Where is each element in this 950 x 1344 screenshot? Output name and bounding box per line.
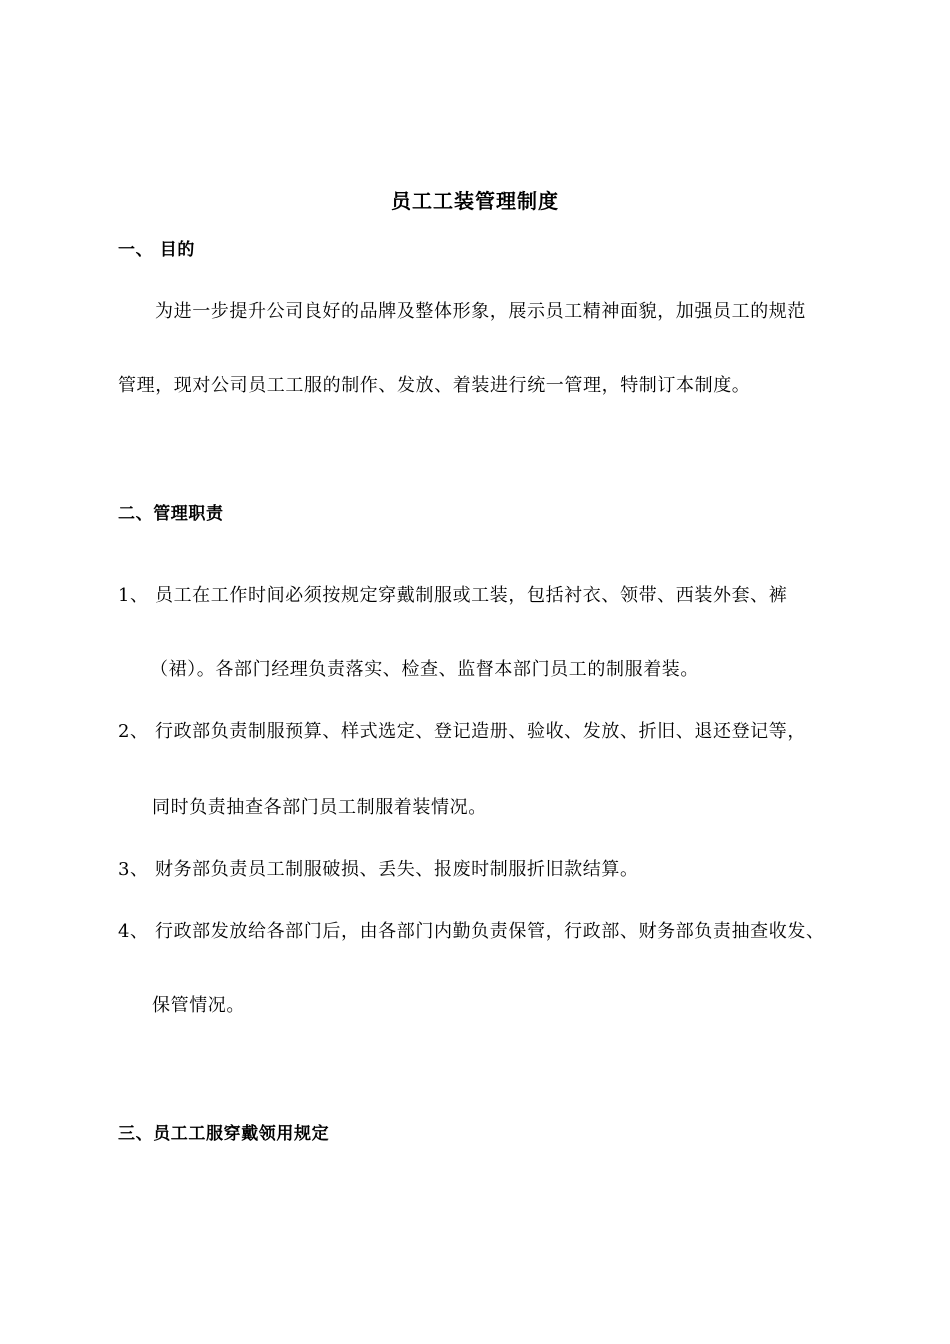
section-2-item-2-line-1: 2、 行政部负责制服预算、样式选定、登记造册、验收、发放、折旧、退还登记等， xyxy=(118,721,806,742)
section-2-item-4-line-2: 保管情况。 xyxy=(152,995,245,1016)
section-1-paragraph-line-2: 管理，现对公司员工工服的制作、发放、着装进行统一管理，特制订本制度。 xyxy=(118,375,751,396)
section-1-paragraph-line-1: 为进一步提升公司良好的品牌及整体形象，展示员工精神面貌，加强员工的规范 xyxy=(155,301,806,322)
section-2-item-2-line-2: 同时负责抽查各部门员工制服着装情况。 xyxy=(152,797,487,818)
section-3-heading: 三、员工工服穿戴领用规定 xyxy=(118,1124,330,1144)
section-2-item-1-line-1: 1、 员工在工作时间必须按规定穿戴制服或工装，包括衬衣、领带、西装外套、裤 xyxy=(118,585,788,606)
section-2-item-1-line-2: （裙）。各部门经理负责落实、检查、监督本部门员工的制服着装。 xyxy=(150,659,699,680)
section-2-item-4-line-1: 4、 行政部发放给各部门后，由各部门内勤负责保管，行政部、财务部负责抽查收发、 xyxy=(118,921,825,942)
section-2-heading: 二、管理职责 xyxy=(118,504,224,524)
document-title: 员工工装管理制度 xyxy=(391,189,559,213)
section-2-item-3-line-1: 3、 财务部负责员工制服破损、丢失、报废时制服折旧款结算。 xyxy=(118,859,639,880)
section-1-heading: 一、 目的 xyxy=(118,240,195,260)
